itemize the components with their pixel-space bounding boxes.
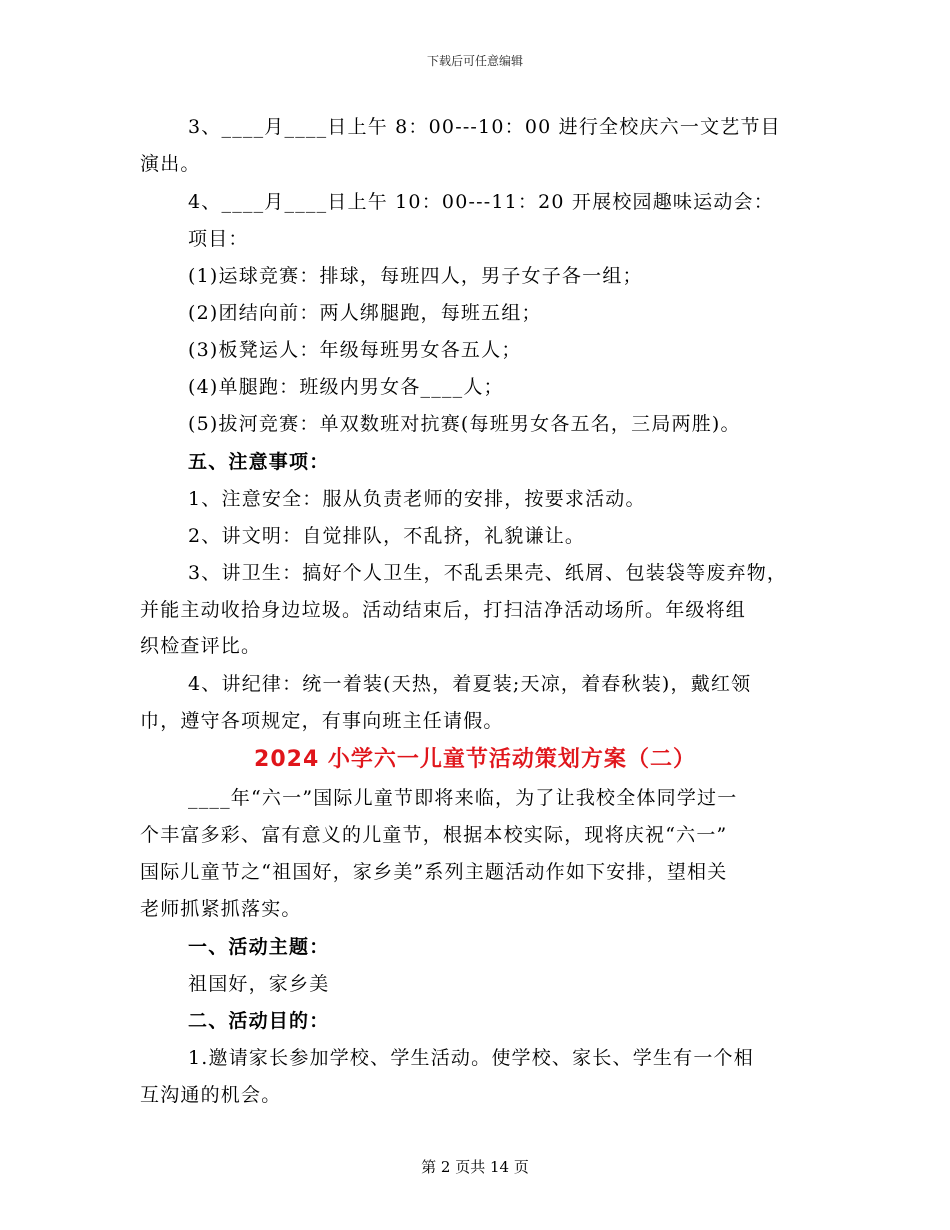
paragraph-line: 1、注意安全：服从负责老师的安排，按要求活动。 bbox=[188, 488, 646, 510]
paragraph-line: 巾，遵守各项规定，有事向班主任请假。 bbox=[140, 710, 504, 732]
paragraph-line: 祖国好，家乡美 bbox=[188, 973, 330, 995]
paragraph-line: 互沟通的机会。 bbox=[140, 1084, 282, 1106]
paragraph-line: ____年“六一”国际儿童节即将来临，为了让我校全体同学过一 bbox=[188, 787, 738, 809]
list-item: (1)运球竞赛：排球，每班四人，男子女子各一组； bbox=[188, 265, 643, 287]
document-title: 2024 小学六一儿童节活动策划方案（二） bbox=[254, 747, 696, 772]
list-item: (2)团结向前：两人绑腿跑，每班五组； bbox=[188, 302, 542, 324]
paragraph-line: 4、____月____日上午 10：00---11：20 开展校园趣味运动会： bbox=[188, 191, 774, 213]
page-footer: 第 2 页共 14 页 bbox=[421, 1158, 529, 1176]
paragraph-line: 国际儿童节之“祖国好，家乡美”系列主题活动作如下安排，望相关 bbox=[140, 861, 728, 883]
section-heading: 二、活动目的： bbox=[188, 1010, 330, 1032]
paragraph-line: 项目： bbox=[188, 228, 249, 250]
paragraph-line: 4、讲纪律：统一着装(天热，着夏装;天凉，着春秋装)，戴红领 bbox=[188, 673, 752, 695]
page-header: 下载后可任意编辑 bbox=[426, 54, 523, 68]
section-heading: 一、活动主题： bbox=[188, 936, 330, 958]
paragraph-line: 老师抓紧抓落实。 bbox=[140, 898, 302, 920]
paragraph-line: 3、讲卫生：搞好个人卫生，不乱丢果壳、纸屑、包装袋等废弃物， bbox=[188, 562, 788, 584]
paragraph-line: 1.邀请家长参加学校、学生活动。使学校、家长、学生有一个相 bbox=[188, 1047, 754, 1069]
paragraph-line: 2、讲文明：自觉排队，不乱挤，礼貌谦让。 bbox=[188, 525, 586, 547]
list-item: (4)单腿跑：班级内男女各____人； bbox=[188, 376, 504, 398]
paragraph-line: 3、____月____日上午 8：00---10：00 进行全校庆六一文艺节目 bbox=[188, 116, 781, 138]
section-heading: 五、注意事项： bbox=[188, 451, 330, 473]
list-item: (3)板凳运人：年级每班男女各五人； bbox=[188, 339, 522, 361]
paragraph-line: 织检查评比。 bbox=[140, 635, 262, 657]
paragraph-line: 演出。 bbox=[140, 153, 201, 175]
paragraph-line: 个丰富多彩、富有意义的儿童节，根据本校实际，现将庆祝“六一” bbox=[140, 824, 728, 846]
list-item: (5)拔河竞赛：单双数班对抗赛(每班男女各五名，三局两胜)。 bbox=[188, 413, 741, 435]
paragraph-line: 并能主动收拾身边垃圾。活动结束后，打扫洁净活动场所。年级将组 bbox=[140, 599, 747, 621]
